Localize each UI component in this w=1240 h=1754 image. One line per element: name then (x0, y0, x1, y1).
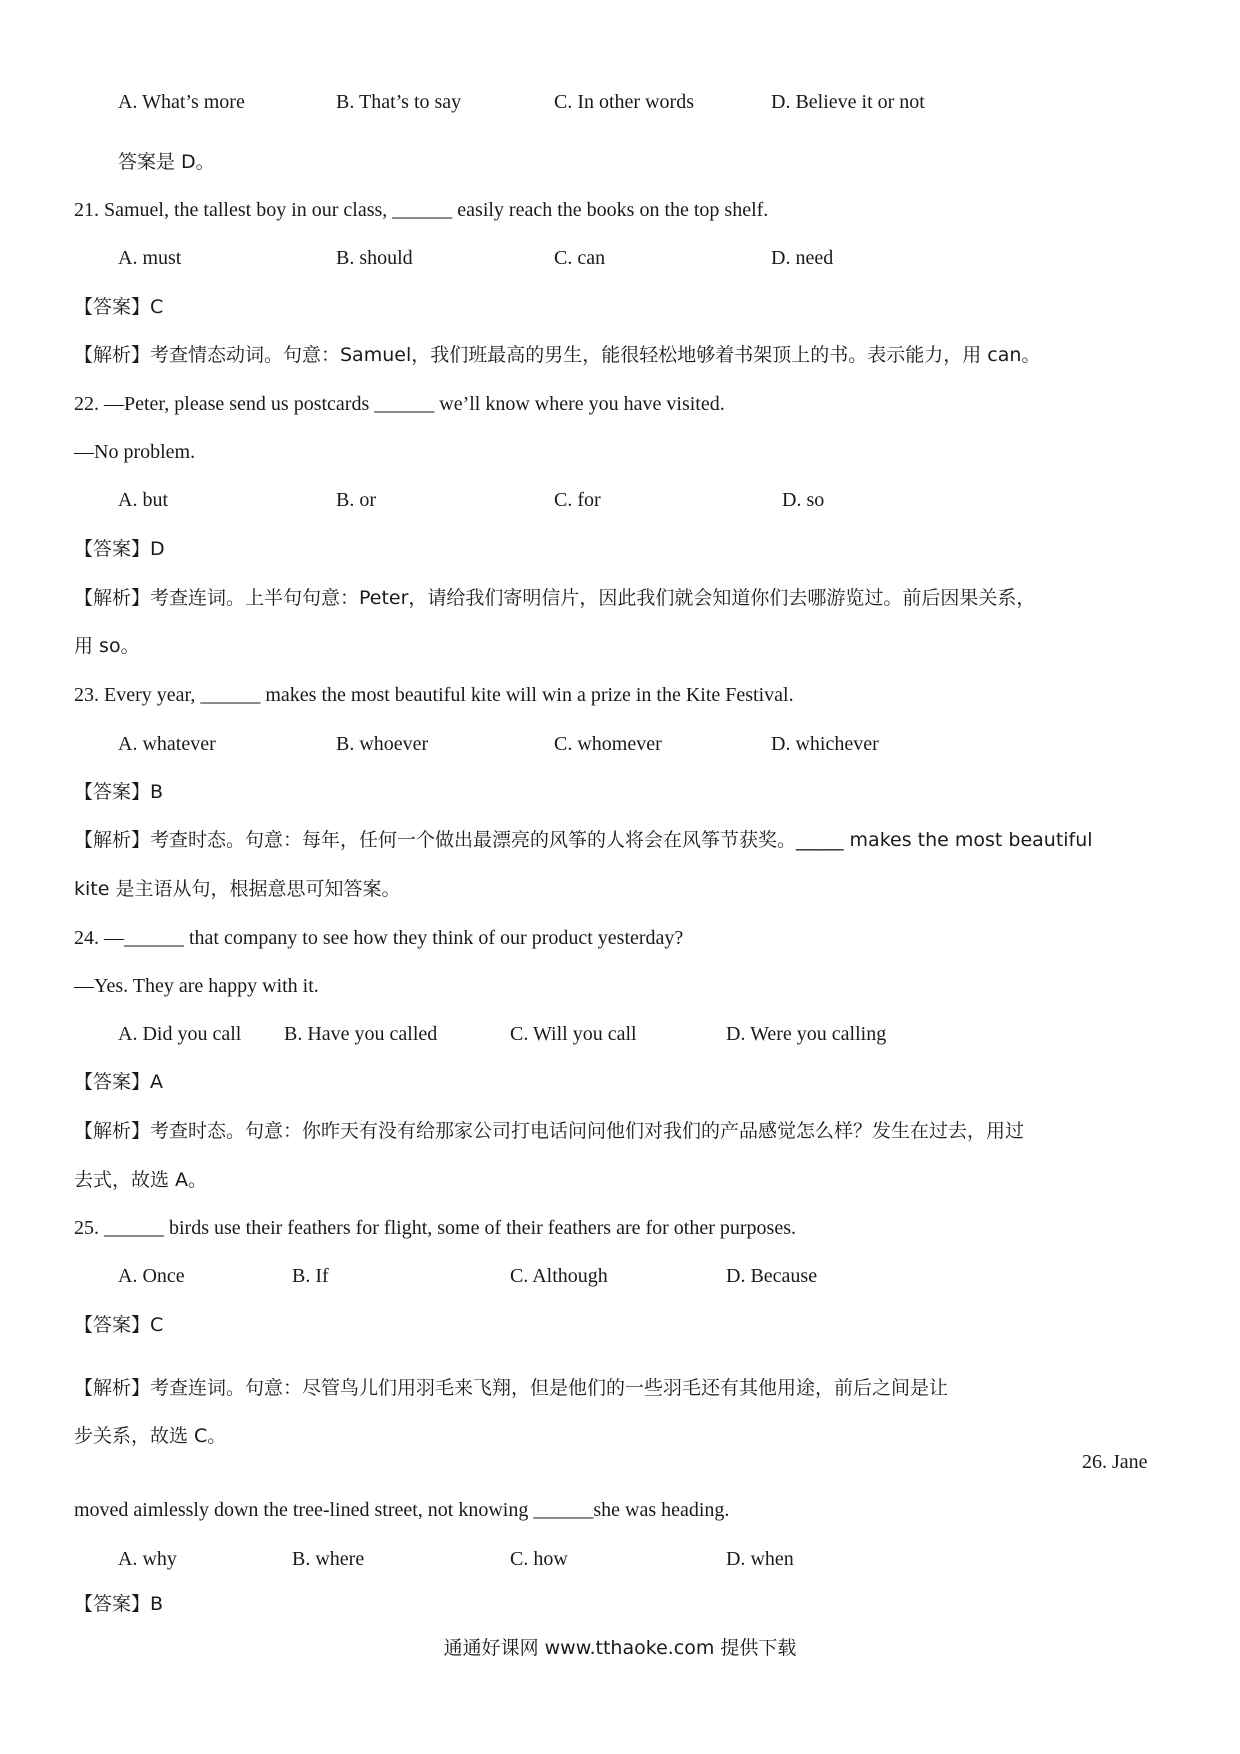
q25-answer: 【答案】C (74, 1314, 164, 1336)
q20-option-d: D. Believe it or not (771, 91, 925, 113)
q22-option-b: B. or (336, 489, 376, 511)
q26-option-d: D. when (726, 1548, 794, 1570)
q24-option-c: C. Will you call (510, 1023, 637, 1045)
q22-option-d: D. so (782, 489, 825, 511)
q22-question: 22. —Peter, please send us postcards ______ we’ll know where you have visited. (74, 393, 725, 415)
q22-option-a: A. but (118, 489, 168, 511)
q24-question: 24. —______ that company to see how they think of our product yesterday? (74, 927, 684, 949)
q23-option-c: C. whomever (554, 733, 662, 755)
q26-question-start: 26. Jane (1082, 1451, 1148, 1473)
q24-analysis-line2: 去式，故选 A。 (74, 1169, 208, 1191)
page-footer: 通通好课网 www.tthaoke.com 提供下载 (443, 1637, 797, 1659)
q26-answer: 【答案】B (74, 1593, 164, 1615)
q25-option-b: B. If (292, 1265, 329, 1287)
q21-question: 21. Samuel, the tallest boy in our class, ______ easily reach the books on the top shelf. (74, 199, 769, 221)
q26-question: moved aimlessly down the tree-lined street, not knowing ______she was heading. (74, 1499, 730, 1521)
q21-analysis: 【解析】考查情态动词。句意：Samuel，我们班最高的男生，能很轻松地够着书架顶上的书。表示能力，用 can。 (74, 344, 1041, 366)
q20-answer: 答案是 D。 (118, 151, 215, 173)
q20-option-c: C. In other words (554, 91, 694, 113)
q22-reply: —No problem. (74, 441, 196, 463)
q24-option-a: A. Did you call (118, 1023, 242, 1045)
q25-analysis-line2: 步关系，故选 C。 (74, 1425, 227, 1447)
q24-answer: 【答案】A (74, 1071, 163, 1093)
q23-option-d: D. whichever (771, 733, 879, 755)
q23-option-a: A. whatever (118, 733, 216, 755)
q21-option-a: A. must (118, 247, 182, 269)
q26-option-b: B. where (292, 1548, 365, 1570)
q24-option-d: D. Were you calling (726, 1023, 887, 1045)
q25-option-c: C. Although (510, 1265, 608, 1287)
q26-option-a: A. why (118, 1548, 177, 1570)
q22-analysis-line2: 用 so。 (74, 635, 140, 657)
q22-option-c: C. for (554, 489, 601, 511)
q21-option-c: C. can (554, 247, 606, 269)
q23-answer: 【答案】B (74, 781, 164, 803)
q22-analysis-line1: 【解析】考查连词。上半句句意：Peter，请给我们寄明信片，因此我们就会知道你们去哪游览过。前后因果关系， (74, 587, 1036, 609)
q23-question: 23. Every year, ______ makes the most beautiful kite will win a prize in the Kite Festival. (74, 684, 794, 706)
q21-option-d: D. need (771, 247, 834, 269)
q25-analysis-line1: 【解析】考查连词。句意：尽管鸟儿们用羽毛来飞翔，但是他们的一些羽毛还有其他用途，前后之间是让 (74, 1377, 949, 1399)
q23-analysis-line2: kite 是主语从句，根据意思可知答案。 (74, 878, 401, 900)
q24-analysis-line1: 【解析】考查时态。句意：你昨天有没有给那家公司打电话问问他们对我们的产品感觉怎么样？发生在过去，用过 (74, 1120, 1025, 1142)
q21-option-b: B. should (336, 247, 413, 269)
q25-option-a: A. Once (118, 1265, 185, 1287)
q20-option-a: A. What’s more (118, 91, 245, 113)
q26-option-c: C. how (510, 1548, 568, 1570)
q24-reply: —Yes. They are happy with it. (74, 975, 319, 997)
q20-option-b: B. That’s to say (336, 91, 462, 113)
q25-option-d: D. Because (726, 1265, 818, 1287)
q23-analysis-line1: 【解析】考查时态。句意：每年，任何一个做出最漂亮的风筝的人将会在风筝节获奖。_____ makes the most beautiful (74, 829, 1093, 851)
q24-option-b: B. Have you called (284, 1023, 438, 1045)
q21-answer: 【答案】C (74, 296, 164, 318)
q23-option-b: B. whoever (336, 733, 429, 755)
q25-question: 25. ______ birds use their feathers for flight, some of their feathers are for other purposes. (74, 1217, 797, 1239)
q22-answer: 【答案】D (74, 538, 165, 560)
